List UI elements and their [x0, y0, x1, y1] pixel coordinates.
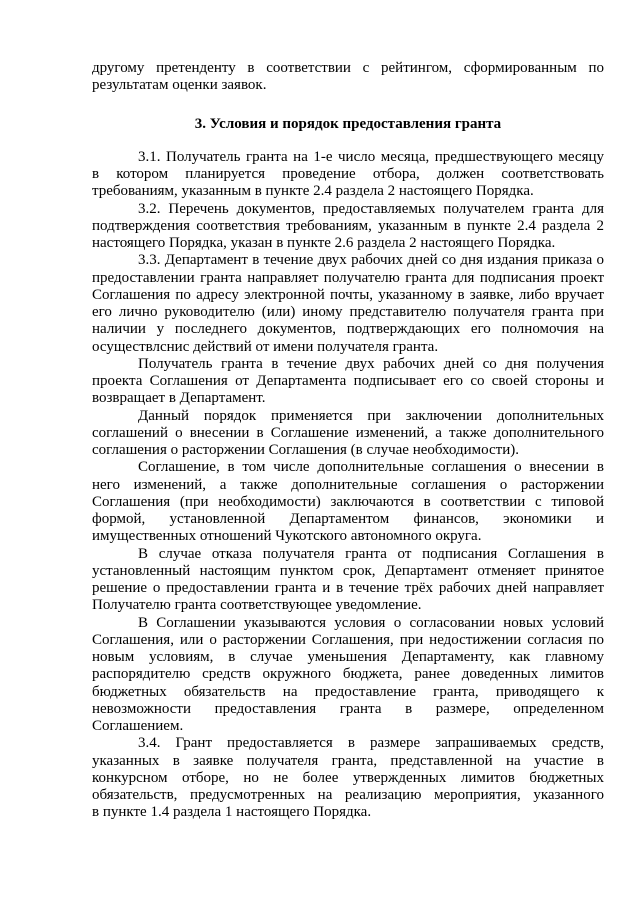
- section-heading: 3. Условия и порядок предоставления гранта: [194, 115, 502, 132]
- text-line: 3.2. Перечень документов, предоставляемых получателем гранта для: [138, 200, 604, 217]
- text-line: проекта Соглашения от Департамента подписывает его со своей стороны и: [92, 373, 604, 389]
- text-line: 3.1. Получатель гранта на 1-е число месяца, предшествующего месяцу: [138, 148, 604, 165]
- text-line: формой, установленной Департаментом финансов, экономики и: [92, 511, 604, 527]
- text-line: в пункте 1.4 раздела 1 настоящего Порядка.: [92, 804, 372, 821]
- text-line: подтверждения соответствия требованиям, указанным в пункте 2.4 раздела 2: [92, 217, 604, 234]
- text-line: соглашений о внесении в Соглашение изменений, а также дополнительного: [92, 424, 604, 441]
- text-line: установленный настоящим пунктом срок, Департамент отменяет принятое: [92, 562, 604, 579]
- text-line: настоящего Порядка, указан в пункте 2.6 раздела 2 настоящего Порядка.: [92, 235, 556, 251]
- text-line: в котором планируется проведение отбора, должен соответствовать: [92, 166, 604, 182]
- text-line: 3.4. Грант предоставляется в размере запрашиваемых средств,: [138, 735, 604, 752]
- paragraph: [92, 615, 604, 736]
- text-line: Соглашение, в том числе дополнительные соглашения о внесении в: [138, 459, 604, 476]
- paragraph: [92, 356, 604, 408]
- text-line: требованиям, указанным в пункте 2.4 раздела 2 настоящего Порядка.: [92, 183, 534, 200]
- text-line: Получатель гранта в течение двух рабочих дней со дня получения: [138, 355, 604, 372]
- text-line: осуществлснис действий от имени получателя гранта.: [92, 338, 439, 355]
- text-line: предоставлении гранта направляет получателю гранта для подписания проект: [92, 269, 604, 286]
- section-body: [92, 149, 604, 822]
- text-line: распорядителю средств окружного бюджета, ранее доведенных лимитов: [92, 666, 604, 683]
- paragraph: [92, 149, 604, 201]
- text-line: конкурсном отборе, но не более утвержденных лимитов бюджетных: [92, 769, 604, 786]
- text-line: Получателю гранта соответствующее уведомление.: [92, 597, 422, 614]
- text-line: новым условиям, в случае уменьшения Департаменту, как главному: [92, 649, 604, 665]
- text-line: Соглашением.: [92, 718, 184, 734]
- text-line: другому претенденту в соответствии с рейтингом, сформированным по: [92, 60, 604, 76]
- paragraph: [92, 459, 604, 545]
- document-body: [92, 60, 604, 822]
- paragraph: [92, 408, 604, 460]
- intro-text: [92, 60, 604, 95]
- paragraph: [92, 546, 604, 615]
- text-line: соглашения о расторжении Соглашения (в случае необходимости).: [92, 442, 519, 458]
- paragraph: [92, 60, 604, 95]
- text-line: имущественных отношений Чукотского автономного округа.: [92, 528, 482, 545]
- text-line: наличии у последнего документов, подтверждающих его полномочия на: [92, 321, 604, 338]
- paragraph: [92, 252, 604, 356]
- text-line: 3.3. Департамент в течение двух рабочих дней со дня издания приказа о: [138, 252, 604, 269]
- text-line: невозможности предоставления гранта в размере, определенном: [92, 700, 604, 717]
- text-line: Данный порядок применяется при заключении дополнительных: [138, 407, 604, 424]
- text-line: Соглашения (при необходимости) заключаются в соответствии с типовой: [92, 493, 604, 510]
- text-line: Соглашения по адресу электронной почты, указанному в заявке, либо вручает: [92, 286, 604, 303]
- text-line: его лично руководителю (или) иному представителю получателя гранта при: [92, 304, 604, 320]
- text-line: возвращает в Департамент.: [92, 390, 266, 407]
- text-line: Соглашения, или о расторжении Соглашения, при недостижении согласия по: [92, 631, 604, 648]
- paragraph: [92, 201, 604, 253]
- text-line: В Соглашении указываются условия о согласовании новых условий: [138, 614, 604, 631]
- text-line: решение о предоставлении гранта и в течение трёх рабочих дней направляет: [92, 580, 604, 596]
- text-line: обязательств, предусмотренных на реализацию мероприятия, указанного: [92, 787, 604, 803]
- paragraph: [92, 735, 604, 821]
- text-line: него изменений, а также дополнительные соглашения о расторжении: [92, 476, 604, 493]
- text-line: указанных в заявке получателя гранта, представленной на участие в: [92, 752, 604, 769]
- text-line: бюджетных обязательств на предоставление гранта, приводящего к: [92, 683, 604, 700]
- text-line: результатам оценки заявок.: [92, 77, 267, 94]
- text-line: В случае отказа получателя гранта от подписания Соглашения в: [138, 545, 604, 562]
